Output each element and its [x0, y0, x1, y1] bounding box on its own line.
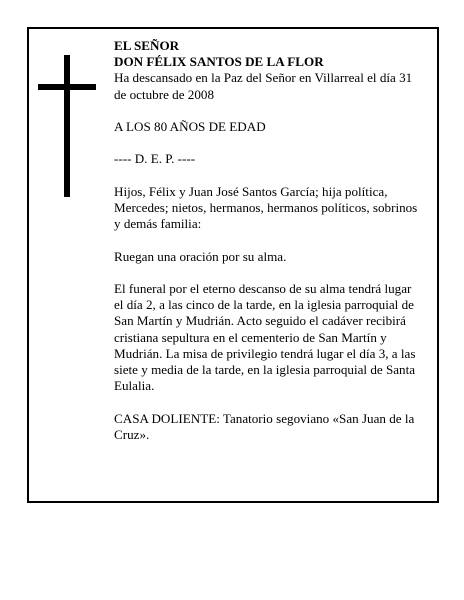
obituary-heading-title: EL SEÑOR: [114, 38, 180, 53]
obituary-dep: ---- D. E. P. ----: [114, 151, 196, 167]
obituary-deceased-name: DON FÉLIX SANTOS DE LA FLOR: [114, 54, 324, 70]
cross-icon: [64, 55, 70, 197]
obituary-casa-doliente: CASA DOLIENTE: Tanatorio segoviano «San Juan de la Cruz».: [114, 410, 415, 442]
obituary-intro: Ha descansado en la Paz del Señor en Villarreal el día 31 de octubre de 2008: [114, 70, 413, 102]
obituary-family: Hijos, Félix y Juan José Santos García; hija política, Mercedes; nietos, hermanos, hermanos políticos, sobrinos y demás familia:: [114, 183, 418, 232]
cross-icon-bar: [38, 84, 96, 90]
obituary-text: [114, 38, 424, 443]
obituary-prayer: Ruegan una oración por su alma.: [114, 248, 287, 264]
obituary-age: A LOS 80 AÑOS DE EDAD: [114, 119, 266, 134]
obituary-funeral-details: El funeral por el eterno descanso de su alma tendrá lugar el día 2, a las cinco de la tarde, en la iglesia parroquial de San Martín y Mudrián. Acto seguido el cadáver recibirá cristiana sepultura en el cementerio de San Martín y Mudrián. La misa de privilegio tendrá lugar el día 3, a las siete y media de la tarde, en la iglesia parroquial de Santa Eulalia.: [114, 280, 416, 394]
